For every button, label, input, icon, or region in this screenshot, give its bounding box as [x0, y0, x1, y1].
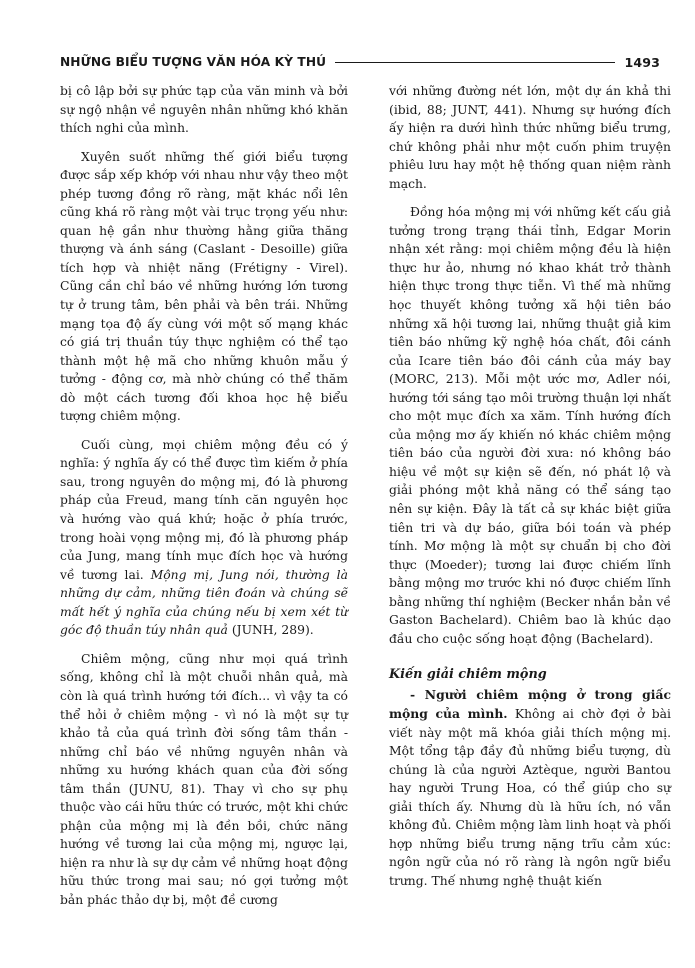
left-paragraph-2: Xuyên suốt những thế giới biểu tượng được sắp xếp khớp với nhau như vậy theo một phép tương đồng rõ ràng, mặt khác nổi lên cũng khá rõ ràng một vài trục trọng yếu như: quan hệ gần như thường hằng giữa thăng thượng và ánh sáng (Caslant - Desoille) giữa tích hợp và nhiệt năng (Frétigny - Virel). Cũng cần chỉ báo về những hướng lớn tương tự ở trung tâm, bên phải và bên trái. Những mạng tọa độ ấy cùng với một số mạng khác có giá trị thuần túy thực nghiệm có thể tạo thành một hệ mã cho những khuôn mẫu ý tưởng - động cơ, mà nhờ chúng có thể thăm dò một cách tương đối khoa học hệ biểu tượng chiêm mộng. [60, 149, 348, 424]
right-column [389, 82, 671, 890]
page-number: 1493 [624, 54, 660, 70]
jung-quote: Mộng mị, Jung nói, thường là những dự cảm, những tiên đoán và chúng sẽ mất hết ý nghĩa của chúng nếu bị xem xét từ góc độ thuần túy nhân quả [60, 567, 348, 638]
left-paragraph-1: bị cô lập bởi sự phức tạp của văn minh và bởi sự ngộ nhận về nguyên nhân những khó khăn thích nghi của mình. [60, 84, 348, 136]
left-paragraph-3-ref: (JUNH, 289). [227, 623, 314, 638]
left-column [60, 82, 348, 910]
left-paragraph-4: Chiêm mộng, cũng như mọi quá trình sống, không chỉ là một chuỗi nhân quả, mà còn là quá trình hướng tới đích... vì vậy ta có thể hỏi ở chiêm mộng - vì nó là một sự tự khảo tả của quá trình đời sống tâm thần - những chỉ báo về những nguyên nhân và những xu hướng khách quan của đời sống tâm thần (JUNU, 81). Thay vì cho sự phụ thuộc vào cái hữu thức có trước, một khi chức phận của mộng mị là đền bồi, chức năng hướng về tương lai của mộng mị, ngược lại, hiện ra như là sự dự cảm về những hoạt động hữu thức trong mai sau; nó gợi tưởng một bản phác thảo dự bị, một đề cương [60, 651, 348, 907]
header-rule [335, 62, 614, 63]
right-paragraph-3 [389, 686, 671, 890]
right-paragraph-1: với những đường nét lớn, một dự án khả thi (ibid, 88; JUNT, 441). Nhưng sự hướng đích ấy hiện ra dưới hình thức những biểu trưng, chứ không phải như một cuốn phim truyện phiêu lưu hay một hệ thống quan niệm rành mạch. [389, 84, 671, 191]
left-paragraph-3-text: Cuối cùng, mọi chiêm mộng đều có ý nghĩa: ý nghĩa ấy có thể được tìm kiếm ở phía sau, trong nguyên do mộng mị, đó là phương pháp của Freud, mang tính căn nguyên học và hướng vào quá khứ; hoặc ở phía trước, trong hoài vọng mộng mị, đó là phương pháp của Jung, mang tính mục đích học và hướng về tương lai. [60, 437, 348, 582]
right-paragraph-3-text: Không ai chờ đợi ở bài viết này một mã khóa giải thích mộng mị. Một tổng tập đầy đủ những biểu tượng, dù chúng là của người Aztèque, người Bantou hay người Trung Hoa, có thể giúp cho sự giải thích ấy. Nhưng dù là hữu ích, nó vẫn không đủ. Chiêm mộng làm linh hoạt và phối hợp những biểu trưng nặng trĩu cảm xúc: ngôn ngữ của nó rõ ràng là ngôn ngữ biểu trưng. Thế nhưng nghệ thuật kiến [389, 706, 671, 888]
right-paragraph-2: Đồng hóa mộng mị với những kết cấu giả tưởng trong trạng thái tỉnh, Edgar Morin nhận xét rằng: mọi chiêm mộng đều là hiện thực hư ảo, nhưng nó khao khát trở thành hiện thực trong thực tiễn. Vì thế mà những học thuyết không tưởng xã hội tiên báo những xã hội tương lai, những thuật giả kim tiên báo những kỹ nghệ hóa chất, đôi cánh của Icare tiên báo đôi cánh của máy bay (MORC, 213). Mỗi một ước mơ, Adler nói, hướng tới sáng tạo môi trường thuận lợi nhất cho một mục đích xa xăm. Tính hướng đích của mộng mơ ấy khiến nó khác chiêm mộng tiên báo của người đời xưa: nó không báo hiệu về một sự kiện sẽ đến, nó phát lộ và giải phóng một khả năng có thể sáng tạo nên sự kiện. Đây là tất cả sự khác biệt giữa tiên tri và dự báo, giữa bói toán và phép tính. Mơ mộng là một sự chuẩn bị cho đời thực (Moeder); tương lai được chiếm lĩnh bằng mộng mơ trước khi nó được chiếm lĩnh bằng những thí nghiệm (Becker nhắn bản về Gaston Bachelard). Chiêm bao là khúc dạo đầu cho cuộc sống hoạt động (Bachelard). [389, 205, 671, 646]
paragraph-lead-bold: - Người chiêm mộng ở trong giấc mộng của mình. [389, 687, 671, 721]
running-title: NHỮNG BIỂU TƯỢNG VĂN HÓA KỲ THÚ [60, 55, 327, 69]
section-heading: Kiến giải chiêm mộng [389, 667, 547, 683]
running-header [60, 54, 660, 70]
left-paragraph-3 [60, 436, 348, 640]
